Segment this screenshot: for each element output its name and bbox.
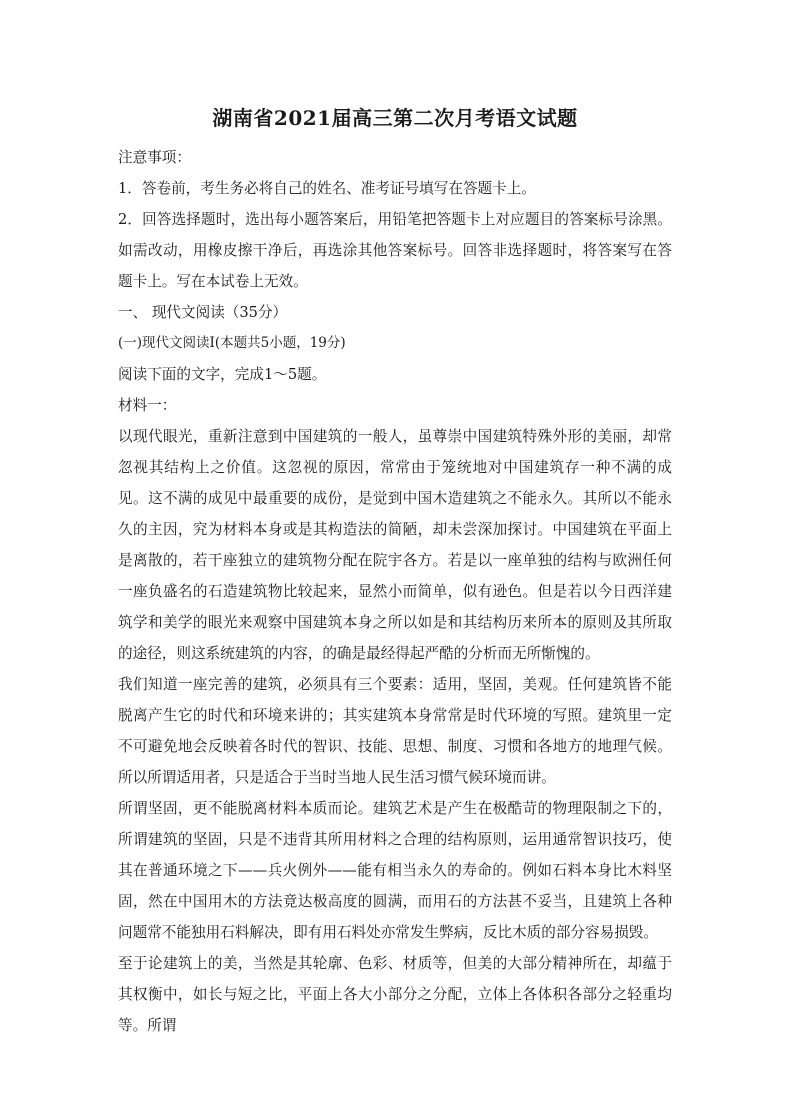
notice-item-2: 2．回答选择题时，选出每小题答案后，用铅笔把答题卡上对应题目的答案标号涂黑。如需改动，用橡皮擦干净后，再选涂其他答案标号。回答非选择题时，将答案写在答题卡上。写在本试卷上无效。 bbox=[118, 211, 672, 290]
paragraph-4: 至于论建筑上的美，当然是其轮廓、色彩、材质等，但美的大部分精神所在，却蕴于其权衡中，如长与短之比，平面上各大小部分之分配，立体上各体积各部分之轻重均等。所谓 bbox=[118, 955, 672, 1034]
instruction: 阅读下面的文字，完成1～5题。 bbox=[118, 366, 327, 383]
section-heading: 一、 现代文阅读（35分） bbox=[118, 304, 288, 321]
subsection-heading: (一)现代文阅读Ⅰ(本题共5小题，19分) bbox=[118, 335, 346, 351]
notice-heading: 注意事项： bbox=[118, 149, 191, 166]
document-body bbox=[118, 142, 672, 1041]
paragraph-1: 以现代眼光，重新注意到中国建筑的一般人，虽尊崇中国建筑特殊外形的美丽，却常忽视其结构上之价值。这忽视的原因，常常由于笼统地对中国建筑存一种不满的成见。这不满的成见中最重要的成份，是觉到中国木造建筑之不能永久。其所以不能永久的主因，究为材料本身或是其构造法的简陋，却未尝深加探讨。中国建筑在平面上是离散的，若干座独立的建筑物分配在院宇各方。若是以一座单独的结构与欧洲任何一座负盛名的石造建筑物比较起来，显然小而简单，似有逊色。但是若以今日西洋建筑学和美学的眼光来观察中国建筑本身之所以如是和其结构历来所本的原则及其所取的途径，则这系统建筑的内容，的确是最经得起严酷的分析而无所惭愧的。 bbox=[118, 428, 672, 662]
paragraph-2: 我们知道一座完善的建筑，必须具有三个要素：适用，坚固，美观。任何建筑皆不能脱离产生它的时代和环境来讲的；其实建筑本身常常是时代环境的写照。建筑里一定不可避免地会反映着各时代的智识、技能、思想、制度、习惯和各地方的地理气候。所以所谓适用者，只是适合于当时当地人民生活习惯气候环境而讲。 bbox=[118, 676, 672, 786]
document-title: 湖南省2021届高三第二次月考语文试题 bbox=[212, 106, 578, 130]
material-label: 材料一： bbox=[118, 397, 177, 414]
notice-item-1: 1．答卷前，考生务必将自己的姓名、准考证号填写在答题卡上。 bbox=[118, 180, 536, 197]
paragraph-3: 所谓坚固，更不能脱离材料本质而论。建筑艺术是产生在极酷苛的物理限制之下的，所谓建筑的坚固，只是不违背其所用材料之合理的结构原则，运用通常智识技巧，使其在普通环境之下——兵火例外——能有相当永久的寿命的。例如石料本身比木料坚固，然在中国用木的方法竟达极高度的圆满，而用石的方法甚不妥当，且建筑上各种问题常不能独用石料解决，即有用石料处亦常发生弊病，反比木质的部分容易损毁。 bbox=[118, 800, 672, 941]
